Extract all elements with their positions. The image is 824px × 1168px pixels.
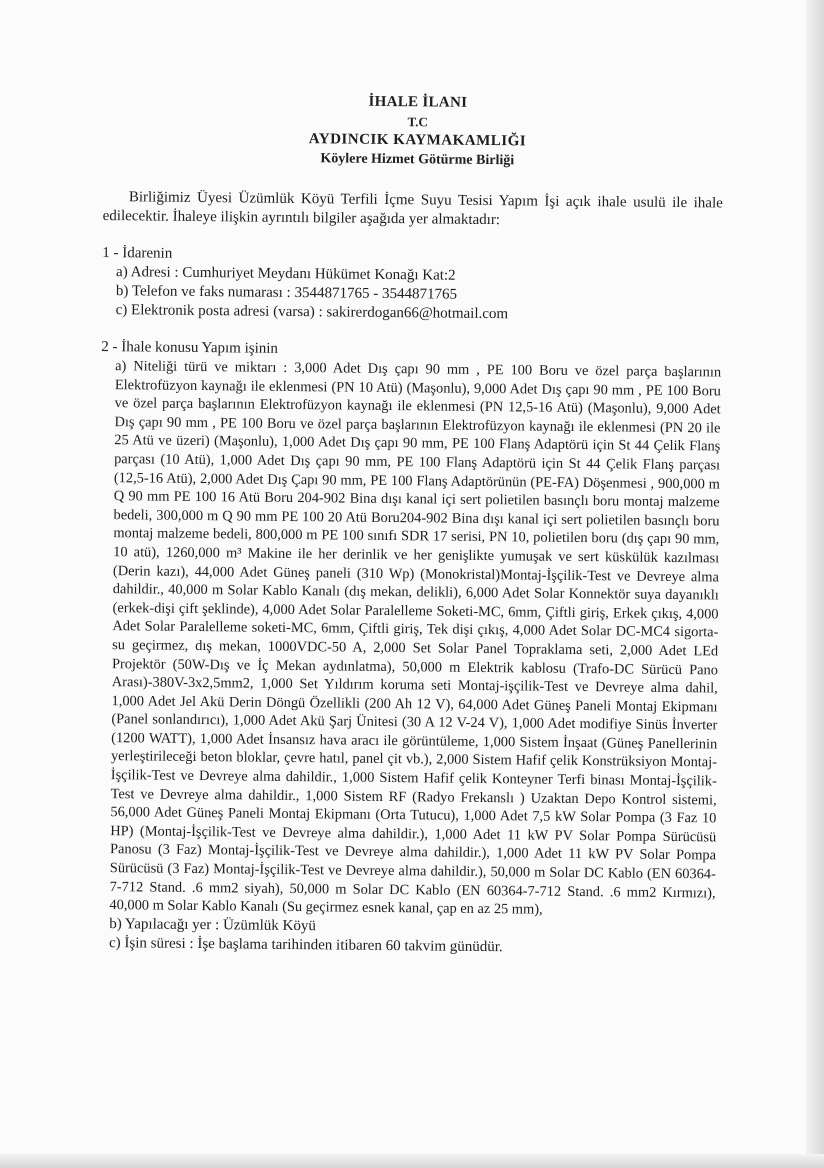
yapilacagi-yer: b) Yapılacağı yer : Üzümlük Köyü <box>109 915 316 935</box>
isin-suresi: c) İşin süresi : İşe başlama tarihinden itibaren 60 takvim günüdür. <box>108 934 503 956</box>
idare-telefon: b) Telefon ve faks numarası : 3544871765 - 3544871765 <box>115 283 458 303</box>
document-title: İHALE İLANI <box>368 93 468 111</box>
header-tc: T.C <box>407 114 428 130</box>
document-header <box>111 90 724 172</box>
idare-adres: a) Adresi : Cumhuriyet Meydanı Hükümet Konağı Kat:2 <box>116 264 456 284</box>
niteligi-paragraph: a) Niteliği türü ve miktarı : 3,000 Adet Dış çapı 90 mm , PE 100 Boru ve özel parça başlarının Elektrofüzyon kaynağı ile eklenmesi (PN 10 Atü) (Maşonlu), 9,000 Adet Dış çapı 90 mm , PE 100 Boru ve özel parça başlarının Elektrofüzyon kaynağı ile eklenmesi (PN 12,5-16 Atü) (Maşonlu), 9,000 Adet Dış çapı 90 mm , PE 100 Boru ve özel parça başlarının Elektrofüzyon kaynağı ile eklenmesi (PN 20 ile 25 Atü ve üzeri) (Maşonlu), 1,000 Adet Dış çapı 90 mm, PE 100 Flanş Adaptörü için St 44 Çelik Flanş parçası (10 Atü), 1,000 Adet Dış çapı 90 mm, PE 100 Flanş Adaptörü için St 44 Çelik Flanş parçası (12,5-16 Atü), 2,000 Adet Dış Çapı 90 mm, PE 100 Flanş Adaptörünün (PE-FA) Döşenmesi , 900,000 m Q 90 mm PE 100 16 Atü Boru 204-902 Bina dışı kanal içi sert polietilen basınçlı boru montaj malzeme bedeli, 300,000 m Q 90 mm PE 100 20 Atü Boru204-902 Bina dışı kanal içi sert polietilen basınçlı boru montaj malzeme bedeli, 800,000 m PE 100 sınıfı SDR 17 serisi, PN 10, polietilen boru (dış çapı 90 mm, 10 atü), 1260,000 m³ Makine ile her derinlik ve her genişlikte yumuşak ve sert küskülük kazılması (Derin kazı), 44,000 Adet Güneş paneli (310 Wp) (Monokristal)Montaj-İşçilik-Test ve Devreye alma dahildir., 40,000 m Solar Kablo Kanalı (dış mekan, delikli), 6,000 Adet Solar Konnektör suya dayanıklı (erkek-dişi çift şeklinde), 4,000 Adet Solar Paralelleme Soketi-MC, 6mm, Çiftli giriş, Erkek çıkış, 4,000 Adet Solar Paralelleme soketi-MC, 6mm, Çiftli giriş, Tek dişi çıkış, 4,000 Adet Solar DC-MC4 sigorta-su geçirmez, dış mekan, 1000VDC-50 A, 2,000 Set Solar Panel Topraklama seti, 2,000 Adet LEd Projektör (50W-Dış ve İç Mekan aydınlatma), 50,000 m Elektrik kablosu (Trafo-DC Sürücü Pano Arası)-380V-3x2,5mm2, 1,000 Set Yıldırım koruma seti Montaj-işçilik-Test ve Devreye alma dahil, 1,000 Adet Jel Akü Derin Döngü Özellikli (200 Ah 12 V), 64,000 Adet Güneş Paneli Montaj Ekipmanı (Panel sonlandırıcı), 1,000 Adet Akü Şarj Ünitesi (30 A 12 V-24 V), 1,000 Adet modifiye Sinüs İnverter (1200 WATT), 1,000 Adet İnsansız hava aracı ile görüntüleme, 1,000 Sistem İnşaat (Güneş Panellerinin yerleştirileceği beton bloklar, çevre hatıl, panel çit vb.), 2,000 Sistem Hafif çelik Konstrüksiyon Montaj-İşçilik-Test ve Devreye alma dahildir., 1,000 Sistem Hafif çelik Konteyner Terfi binası Montaj-İşçilik-Test ve Devreye alma dahildir., 1,000 Sistem RF (Radyo Frekanslı ) Uzaktan Depo Kontrol sistemi, 56,000 Adet Güneş Paneli Montaj Ekipmanı (Orta Tutucu), 1,000 Adet 7,5 kW Solar Pompa (3 Faz 10 HP) (Montaj-İşçilik-Test ve Devreye alma dahildir.), 1,000 Adet 11 kW PV Solar Pompa Sürücüsü Panosu (3 Faz) Montaj-İşçilik-Test ve Devreye alma dahildir.), 1,000 Adet 11 kW PV Solar Pompa Sürücüsü (3 Faz) Montaj-İşçilik-Test ve Devreye alma dahildir.), 50,000 m Solar DC Kablo (EN 60364-7-712 Stand. .6 mm2 siyah), 50,000 m Solar DC Kablo (EN 60364-7-712 Stand. .6 mm2 Kırmızı), 40,000 m Solar Kablo Kanalı (Su geçirmez esnek kanal, çap en az 25 mm), <box>109 358 722 918</box>
section-idare-title: 1 - İdarenin <box>102 244 173 262</box>
document-content <box>95 90 724 959</box>
idare-eposta: c) Elektronik posta adresi (varsa) : sakirerdogan66@hotmail.com <box>115 302 509 323</box>
page-edge-shadow-bottom <box>0 1154 824 1168</box>
header-birlik: Köylere Hizmet Götürme Birliği <box>320 151 515 169</box>
section-ihale-konusu-title: 2 - İhale konusu Yapım işinin <box>101 338 279 357</box>
intro-paragraph: Birliğimiz Üyesi Üzümlük Köyü Terfili İçme Suyu Tesisi Yapım İşi açık ihale usulü ile ihale edilecektir. İhaleye ilişkin ayrıntılı bilgiler aşağıda yer almaktadır: <box>102 189 723 229</box>
page-edge-shadow-right <box>806 0 824 1168</box>
header-kaymakamlik: AYDINCIK KAYMAKAMLIĞI <box>308 131 527 150</box>
